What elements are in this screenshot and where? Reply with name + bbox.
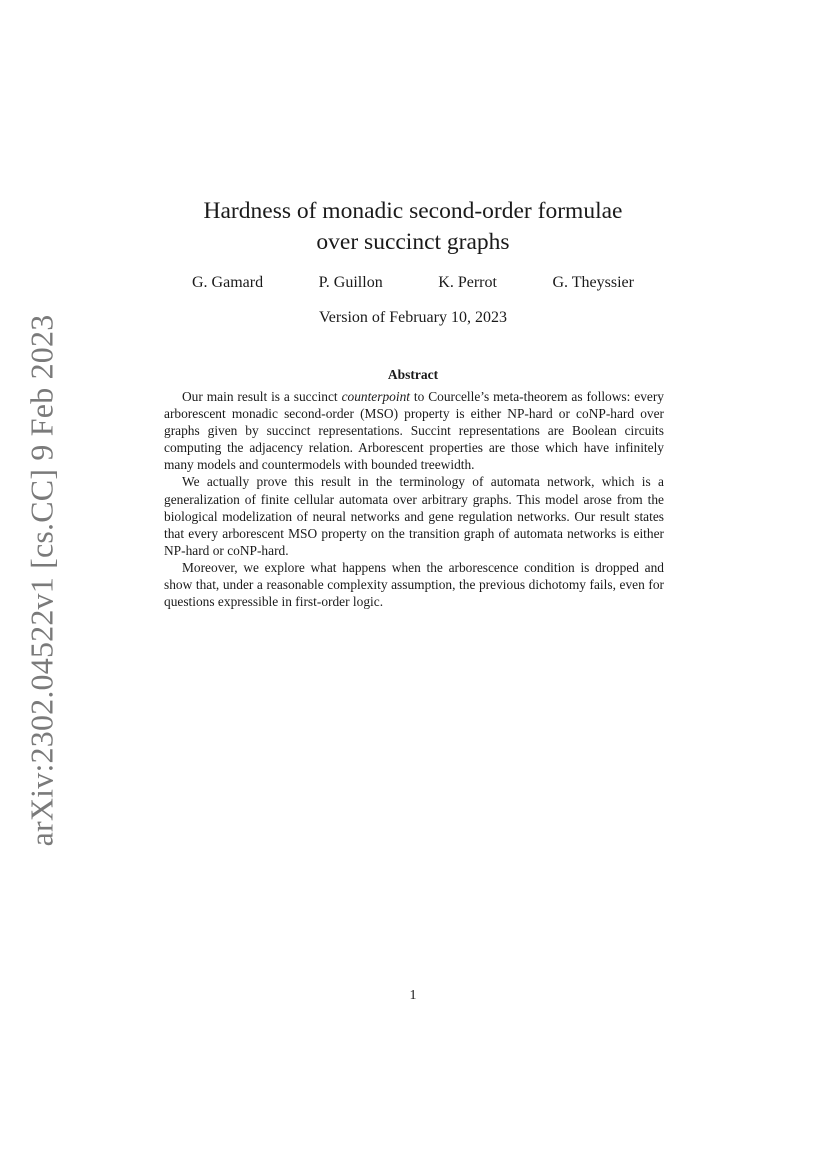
abstract-heading: Abstract (387, 367, 439, 382)
abstract-p1-emphasis: counterpoint (341, 389, 410, 404)
arxiv-identifier-stamp (22, 314, 62, 846)
paper-title (0, 196, 826, 258)
author-name: G. Gamard (192, 274, 264, 291)
author-name: G. Theyssier (552, 274, 634, 291)
abstract-paragraph-1 (164, 388, 664, 473)
abstract-paragraph-2: We actually prove this result in the terminology of automata network, which is a generalization of finite cellular automata over arbitrary graphs. This model arose from the biological modelization of neural networks and gene regulation networks. Our result states that every arborescent MSO property on the transition graph of automata networks is either NP-hard or coNP-hard. (164, 474, 664, 558)
abstract-body (164, 388, 664, 610)
abstract-p1-start: Our main result is a succinct (182, 389, 342, 404)
paper-title-line-2: over succinct graphs (316, 229, 510, 255)
author-name: P. Guillon (318, 274, 383, 291)
version-date: Version of February 10, 2023 (319, 309, 507, 326)
page-number: 1 (409, 988, 417, 1003)
author-list (192, 273, 634, 293)
abstract-p1-end: to Courcelle’s meta-theorem as follows: every arborescent monadic second-order (MSO) property is either NP-hard or coNP-hard over graphs given by succinct representations. Succint representations are Boolean circuits computing the adjacency relation. Arborescent properties are those which have infinitely many models and countermodels with bounded treewidth. (164, 389, 664, 473)
paper-title-line-1: Hardness of monadic second-order formulae (203, 198, 623, 224)
author-name: K. Perrot (438, 274, 497, 291)
abstract-paragraph-3: Moreover, we explore what happens when the arborescence condition is dropped and show that, under a reasonable complexity assumption, the previous dichotomy fails, even for questions expressible in first-order logic. (164, 559, 664, 610)
arxiv-identifier-text: arXiv:2302.04522v1 [cs.CC] 9 Feb 2023 (23, 314, 60, 846)
